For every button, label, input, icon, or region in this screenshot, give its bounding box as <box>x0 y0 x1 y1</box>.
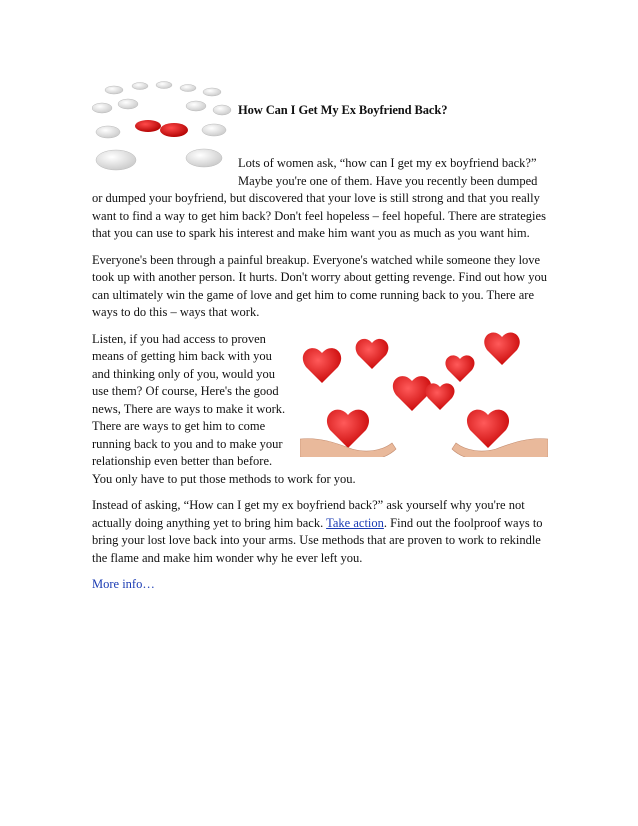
intro-text <box>238 154 548 190</box>
paragraph-4-text-a: Instead of asking, “How can I get my ex boyfriend back?” ask yourself why you're not actually doing anything yet to bring him back. <box>92 498 525 530</box>
intro-line-2: Maybe you're one of them. Have you recently been dumped <box>238 174 538 188</box>
hearts-image <box>92 80 232 180</box>
paragraph-1: or dumped your boyfriend, but discovered that your love is still strong and that you really want to find a way to get him back? Don't feel hopeless – feel hopeful. There are strategies that you can use to spark his interest and make him want you as much as you want him. <box>92 191 546 240</box>
paragraph-3-text: Listen, if you had access to proven means of getting him back with you and thinking only of you, would you use them? Of course, Here's the good news, There are ways to make it work. There are ways to get him to come running back to you and to make your relationship even better than before. You only have to put those methods to work for you. <box>92 331 356 486</box>
more-info-link[interactable]: More info… <box>92 577 155 591</box>
paragraph-4-text-b: . Find out the foolproof ways to bring your lost love back into your arms. Use methods that are proven to work to rekindle the flame and make him wonder why he ever left you. <box>92 515 543 565</box>
paragraph-3 <box>92 331 548 489</box>
article-body <box>92 190 548 603</box>
paragraph-4 <box>92 497 548 567</box>
article-title: How Can I Get My Ex Boyfriend Back? <box>238 103 448 117</box>
hearts-hands-image <box>300 331 548 457</box>
intro-line-1: Lots of women ask, “how can I get my ex boyfriend back?” <box>238 156 537 170</box>
take-action-link[interactable]: Take action <box>326 515 384 530</box>
paragraph-2: Everyone's been through a painful breakup. Everyone's watched while someone they love took up with another person. It hurts. Don't worry about getting revenge. Find out how you can ultimately win the game of love and get him to come running back to you. There are ways to do this – ways that work. <box>92 252 547 319</box>
